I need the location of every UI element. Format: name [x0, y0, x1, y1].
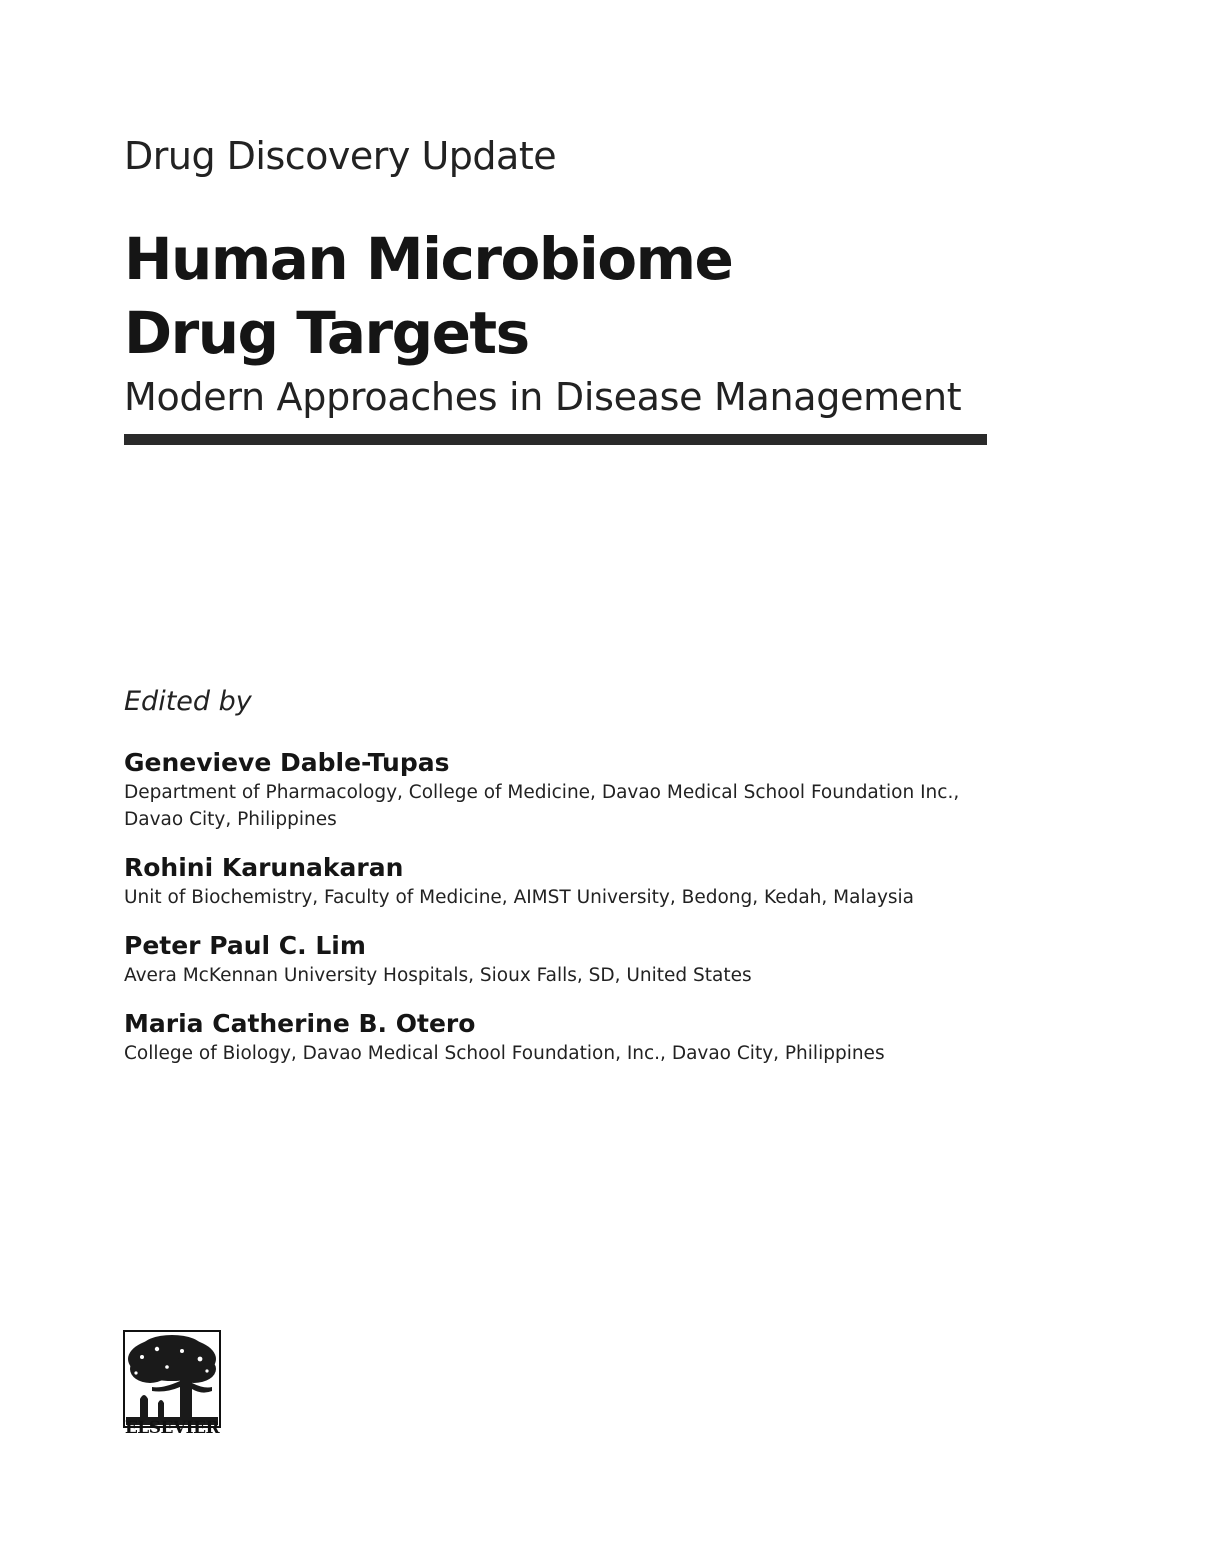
editor-affiliation: Department of Pharmacology, College of Medicine, Davao Medical School Foundation Inc., Davao City, Philippines: [124, 782, 960, 830]
series-title: Drug Discovery Update: [124, 134, 557, 178]
publisher-name: ELSEVIER: [124, 1418, 220, 1438]
editor-entry: [124, 929, 1124, 989]
editor-entry: [124, 1007, 1124, 1067]
book-title-line-1: Human Microbiome: [124, 225, 733, 293]
edited-by-label: Edited by: [124, 686, 252, 717]
title-divider: [124, 434, 987, 445]
editor-name: Genevieve Dable-Tupas: [124, 748, 450, 777]
book-title-line-2: Drug Targets: [124, 299, 529, 367]
editor-name: Rohini Karunakaran: [124, 853, 404, 882]
editor-affiliation: College of Biology, Davao Medical School Foundation, Inc., Davao City, Philippines: [124, 1043, 885, 1064]
editor-name: Peter Paul C. Lim: [124, 931, 366, 960]
editor-entry: [124, 746, 1124, 833]
book-title: [124, 222, 732, 370]
editor-list: [124, 746, 1124, 1085]
editor-name: Maria Catherine B. Otero: [124, 1009, 476, 1038]
book-subtitle: Modern Approaches in Disease Management: [124, 375, 962, 419]
editor-affiliation: Unit of Biochemistry, Faculty of Medicine, AIMST University, Bedong, Kedah, Malaysia: [124, 887, 915, 908]
editor-entry: [124, 851, 1124, 911]
editor-affiliation: Avera McKennan University Hospitals, Sioux Falls, SD, United States: [124, 965, 752, 986]
